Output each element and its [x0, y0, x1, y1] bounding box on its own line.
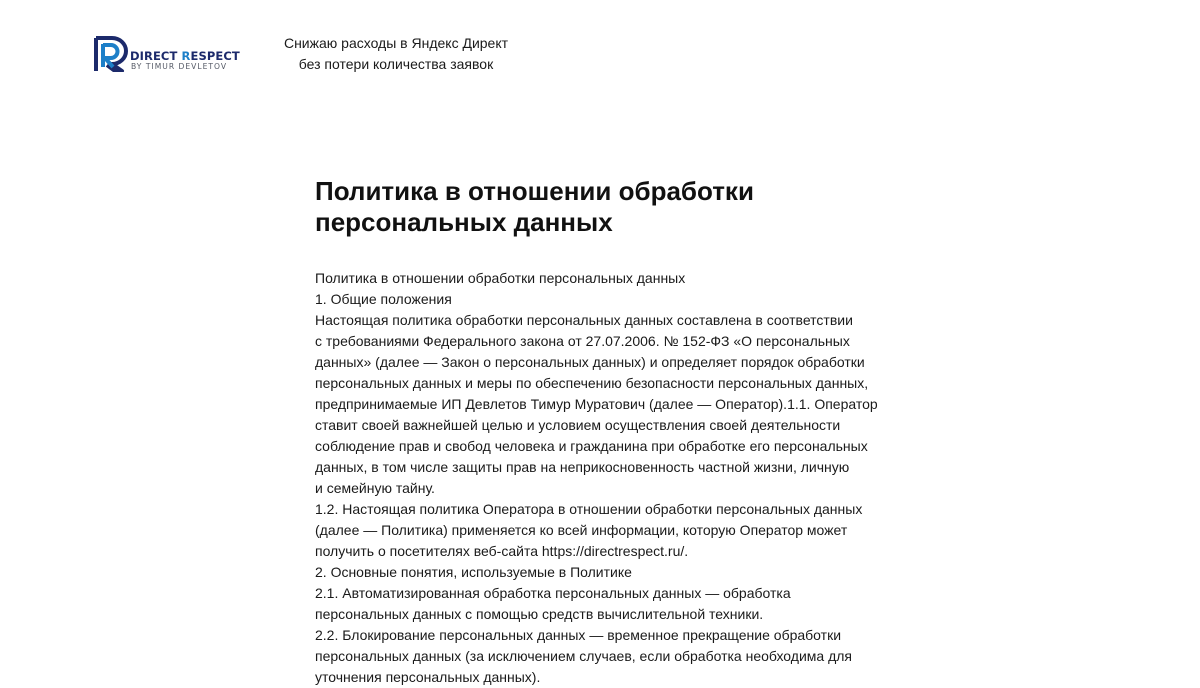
header-tagline: [278, 33, 514, 75]
body-line: Политика в отношении обработки персональных данных: [315, 270, 686, 286]
tagline-line-2: без потери количества заявок: [298, 56, 494, 72]
body-line: уточнения персональных данных).: [315, 669, 541, 685]
site-header: [0, 0, 1200, 100]
body-line: 2.1. Автоматизированная обработка персональных данных — обработка: [315, 585, 791, 601]
body-line: с требованиями Федерального закона от 27.07.2006. № 152-ФЗ «О персональных: [315, 333, 850, 349]
body-line: (далее — Политика) применяется ко всей информации, которую Оператор может: [315, 522, 848, 538]
body-line: данных» (далее — Закон о персональных данных) и определяет порядок обработки: [315, 354, 865, 370]
body-line: персональных данных (за исключением случаев, если обработка необходима для: [315, 648, 852, 664]
logo-word-respect: ESPECT: [190, 49, 240, 63]
logo-wordmark: [130, 50, 240, 62]
policy-body: [315, 268, 895, 688]
body-line: Настоящая политика обработки персональных данных составлена в соответствии: [315, 312, 853, 328]
body-line: данных, в том числе защиты прав на неприкосновенность частной жизни, личную: [315, 459, 850, 475]
body-line: соблюдение прав и свобод человека и гражданина при обработке его персональных: [315, 438, 868, 454]
body-line: предпринимаемые ИП Девлетов Тимур Муратович (далее — Оператор).1.1. Оператор: [315, 396, 878, 412]
logo-r-icon: [94, 36, 128, 72]
logo-subtitle: BY TIMUR DEVLETOV: [131, 62, 228, 71]
logo-link[interactable]: [94, 36, 249, 72]
tagline-line-1: Снижаю расходы в Яндекс Директ: [283, 35, 509, 51]
body-line: ставит своей важнейшей целью и условием осуществления своей деятельности: [315, 417, 841, 433]
section-heading-general: 1. Общие положения: [315, 291, 452, 307]
page-title: Политика в отношении обработки персональных данных: [315, 176, 754, 237]
logo-word-direct: DIRECT: [130, 49, 182, 63]
body-line: персональных данных с помощью средств вычислительной техники.: [315, 606, 764, 622]
body-line: и семейную тайну.: [315, 480, 435, 496]
policy-content: [315, 176, 895, 688]
section-heading-definitions: 2. Основные понятия, используемые в Политике: [315, 564, 632, 580]
body-line: 1.2. Настоящая политика Оператора в отношении обработки персональных данных: [315, 501, 863, 517]
body-line: персональных данных и меры по обеспечению безопасности персональных данных,: [315, 375, 869, 391]
body-line-with-url: получить о посетителях веб-сайта https://directrespect.ru/.: [315, 543, 689, 559]
logo-word-accent: R: [181, 49, 191, 63]
body-line: 2.2. Блокирование персональных данных — временное прекращение обработки: [315, 627, 842, 643]
